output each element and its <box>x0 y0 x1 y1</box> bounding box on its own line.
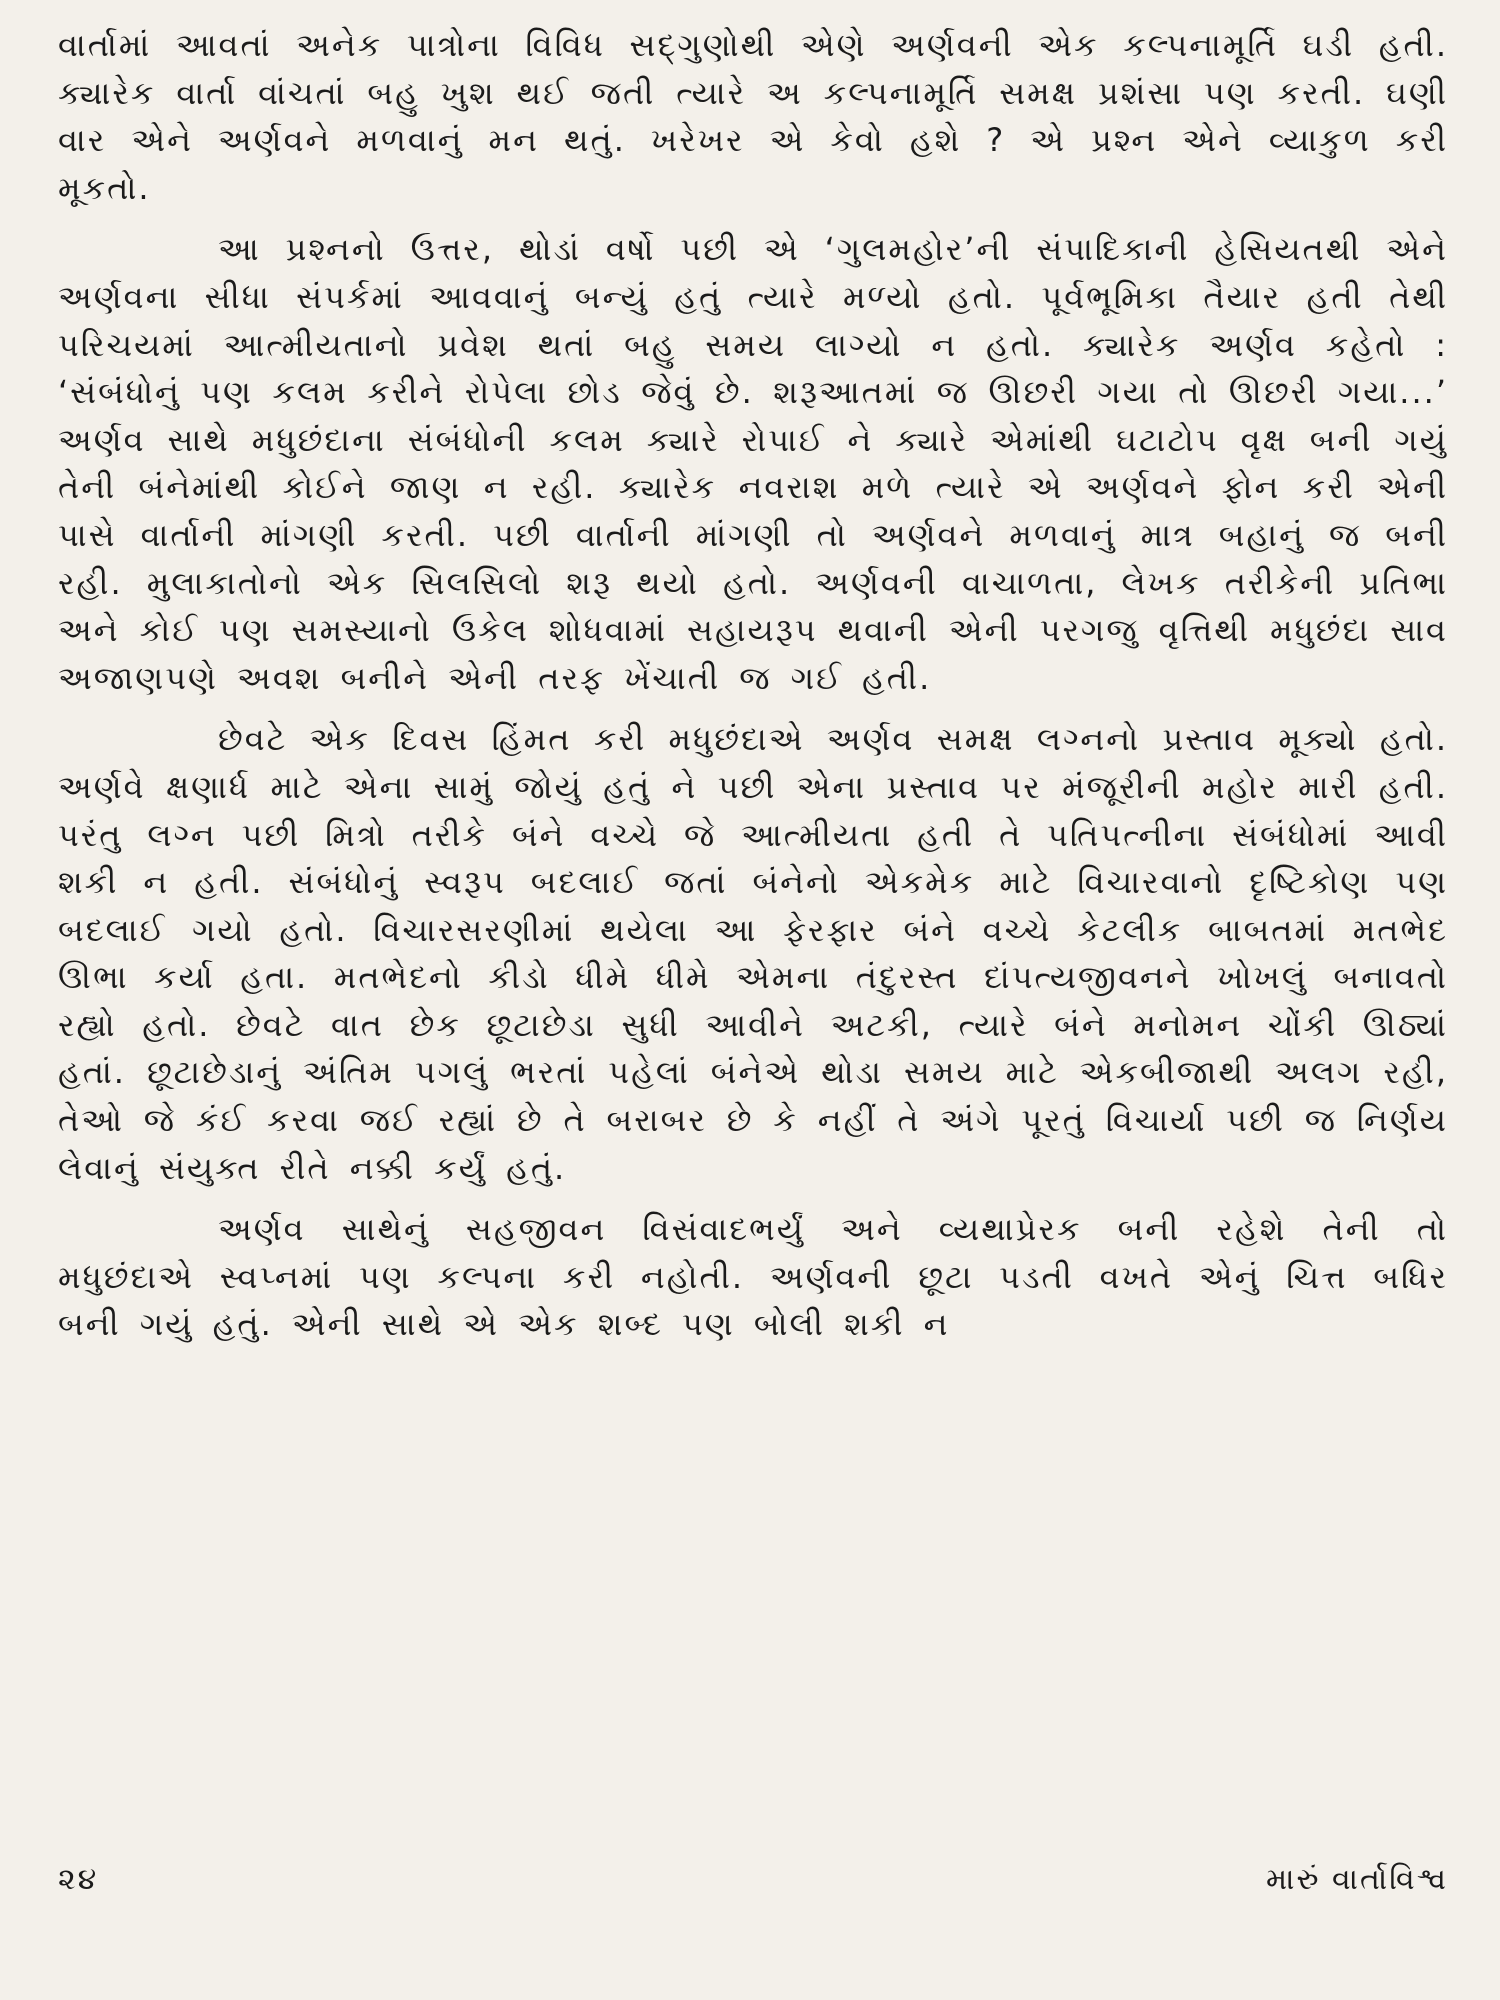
paragraph-3: છેવટે એક દિવસ હિંમત કરી મધુછંદાએ અર્ણવ સમક્ષ લગ્નનો પ્રસ્તાવ મૂક્યો હતો. અર્ણવે ક્ષણાર્ધ માટે એના સામું જોયું હતું ને પછી એના પ્રસ્તાવ પર મંજૂરીની મહોર મારી હતી. પરંતુ લગ્ન પછી મિત્રો તરીકે બંને વચ્ચે જે આત્મીયતા હતી તે પતિપત્નીના સંબંધોમાં આવી શકી ન હતી. સંબંધોનું સ્વરૂપ બદલાઈ જતાં બંનેનો એકમેક માટે વિચારવાનો દૃષ્ટિકોણ પણ બદલાઈ ગયો હતો. વિચારસરણીમાં થયેલા આ ફેરફાર બંને વચ્ચે કેટલીક બાબતમાં મતભેદ ઊભા કર્યા હતા. મતભેદનો કીડો ધીમે ધીમે એમના તંદુરસ્ત દાંપત્યજીવનને ખોખલું બનાવતો રહ્યો હતો. છેવટે વાત છેક છૂટાછેડા સુધી આવીને અટકી, ત્યારે બંને મનોમન ચોંકી ઊઠ્યાં હતાં. છૂટાછેડાનું અંતિમ પગલું ભરતાં પહેલાં બંનેએ થોડા સમય માટે એકબીજાથી અલગ રહી, તેઓ જે કંઈ કરવા જઈ રહ્યાં છે તે બરાબર છે કે નહીં તે અંગે પૂરતું વિચાર્યા પછી જ નિર્ણય લેવાનું સંયુક્ત રીતે નક્કી કર્યું હતું. <box>58 720 1448 1187</box>
running-title: મારું વાર્તાવિશ્વ <box>1265 1862 1448 1897</box>
page-number: ૨૪ <box>58 1862 99 1897</box>
page-footer <box>58 1862 1448 1912</box>
paragraph-4: અર્ણવ સાથેનું સહજીવન વિસંવાદભર્યું અને વ્યથાપ્રેરક બની રહેશે તેની તો મધુછંદાએ સ્વપ્નમાં પણ કલ્પના કરી નહોતી. અર્ણવની છૂટા પડતી વખતે એનું ચિત્ત બધિર બની ગયું હતું. એની સાથે એ એક શબ્દ પણ બોલી શકી ન <box>58 1210 1448 1344</box>
paragraph-1: વાર્તામાં આવતાં અનેક પાત્રોના વિવિધ સદ્‌ગુણોથી એણે અર્ણવની એક કલ્પનામૂર્તિ ઘડી હતી. ક્યારેક વાર્તા વાંચતાં બહુ ખુશ થઈ જતી ત્યારે અ કલ્પનામૂર્તિ સમક્ષ પ્રશંસા પણ કરતી. ઘણી વાર એને અર્ણવને મળવાનું મન થતું. ખરેખર એ કેવો હશે ? એ પ્રશ્ન એને વ્યાકુળ કરી મૂકતો. <box>58 26 1448 207</box>
paragraph-2: આ પ્રશ્નનો ઉત્તર, થોડાં વર્ષો પછી એ ‘ગુલમહોર’ની સંપાદિકાની હેસિયતથી એને અર્ણવના સીધા સંપર્કમાં આવવાનું બન્યું હતું ત્યારે મળ્યો હતો. પૂર્વભૂમિકા તૈયાર હતી તેથી પરિચયમાં આત્મીયતાનો પ્રવેશ થતાં બહુ સમય લાગ્યો ન હતો. ક્યારેક અર્ણવ કહેતો : ‘સંબંધોનું પણ કલમ કરીને રોપેલા છોડ જેવું છે. શરૂઆતમાં જ ઊછરી ગયા તો ઊછરી ગયા...’ અર્ણવ સાથે મધુછંદાના સંબંધોની કલમ ક્યારે રોપાઈ ને ક્યારે એમાંથી ઘટાટોપ વૃક્ષ બની ગયું તેની બંનેમાંથી કોઈને જાણ ન રહી. ક્યારેક નવરાશ મળે ત્યારે એ અર્ણવને ફોન કરી એની પાસે વાર્તાની માંગણી કરતી. પછી વાર્તાની માંગણી તો અર્ણવને મળવાનું માત્ર બહાનું જ બની રહી. મુલાકાતોનો એક સિલસિલો શરૂ થયો હતો. અર્ણવની વાચાળતા, લેખક તરીકેની પ્રતિભા અને કોઈ પણ સમસ્યાનો ઉકેલ શોધવામાં સહાયરૂપ થવાની એની પરગજુ વૃત્તિથી મધુછંદા સાવ અજાણપણે અવશ બનીને એની તરફ ખેંચાતી જ ગઈ હતી. <box>58 230 1448 697</box>
body-text <box>58 22 1448 1349</box>
book-page <box>58 22 1448 1972</box>
